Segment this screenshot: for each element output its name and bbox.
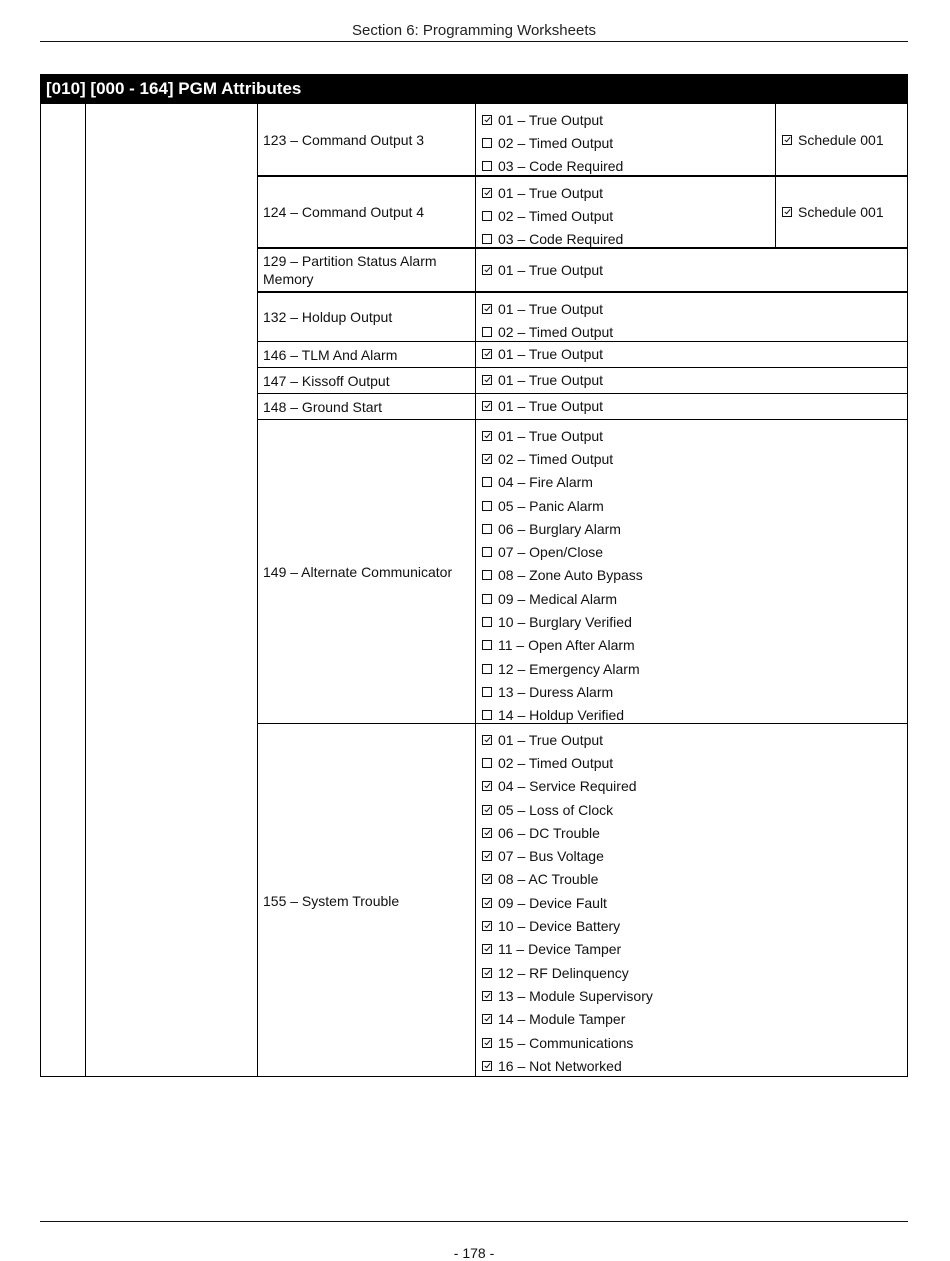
option-item — [482, 369, 603, 392]
checked-box-icon[interactable] — [482, 781, 492, 791]
option-label: 08 – Zone Auto Bypass — [498, 567, 643, 584]
option-label: 14 – Holdup Verified — [498, 707, 625, 724]
checked-box-icon[interactable] — [482, 188, 492, 198]
option-item — [482, 564, 907, 587]
option-label: 07 – Open/Close — [498, 544, 604, 561]
option-label: 03 – Code Required — [498, 231, 624, 248]
option-label: 01 – True Output — [498, 427, 604, 444]
option-label: 13 – Module Supervisory — [498, 987, 653, 1004]
unchecked-box-icon[interactable] — [482, 710, 492, 720]
unchecked-box-icon[interactable] — [482, 594, 492, 604]
checked-box-icon[interactable] — [482, 401, 492, 411]
option-label: 09 – Medical Alarm — [498, 590, 618, 607]
options-cell — [475, 104, 775, 175]
row-label: 124 – Command Output 4 — [263, 204, 425, 220]
option-item — [482, 798, 907, 821]
option-item — [482, 258, 603, 281]
checked-box-icon[interactable] — [482, 968, 492, 978]
checked-box-icon[interactable] — [482, 431, 492, 441]
options-cell — [475, 724, 907, 1077]
unchecked-box-icon[interactable] — [482, 547, 492, 557]
option-item — [482, 471, 907, 494]
option-item — [482, 610, 907, 633]
schedule-cell — [775, 177, 907, 247]
checked-box-icon[interactable] — [482, 921, 492, 931]
row-label-cell — [263, 293, 468, 341]
option-label: 02 – Timed Output — [498, 134, 614, 151]
row-label-cell — [263, 104, 468, 175]
checked-box-icon[interactable] — [482, 265, 492, 275]
table-row — [258, 104, 907, 177]
unchecked-box-icon[interactable] — [482, 570, 492, 580]
option-label: 09 – Device Fault — [498, 894, 607, 911]
table-row — [258, 394, 907, 420]
checked-box-icon[interactable] — [482, 1038, 492, 1048]
option-label: 10 – Device Battery — [498, 918, 621, 935]
row-label: 147 – Kissoff Output — [263, 372, 390, 389]
checked-box-icon[interactable] — [782, 135, 792, 145]
row-label-cell — [263, 342, 468, 367]
option-label: 05 – Loss of Clock — [498, 801, 614, 818]
option-item — [482, 751, 907, 774]
table-row — [258, 420, 907, 724]
option-label: 11 – Open After Alarm — [498, 637, 635, 654]
option-item — [482, 343, 603, 366]
option-label: 02 – Timed Output — [498, 754, 614, 771]
unchecked-box-icon[interactable] — [482, 617, 492, 627]
option-item — [482, 844, 907, 867]
row-label: 148 – Ground Start — [263, 398, 383, 415]
option-label: 01 – True Output — [498, 184, 604, 201]
option-label: 01 – True Output — [498, 300, 604, 317]
option-item — [482, 914, 907, 937]
unchecked-box-icon[interactable] — [482, 234, 492, 244]
option-item — [482, 297, 907, 320]
option-item — [482, 181, 775, 204]
option-item — [482, 728, 907, 751]
unchecked-box-icon[interactable] — [482, 640, 492, 650]
checked-box-icon[interactable] — [482, 1014, 492, 1024]
option-item — [482, 517, 907, 540]
unchecked-box-icon[interactable] — [482, 687, 492, 697]
row-label: 123 – Command Output 3 — [263, 131, 425, 148]
checked-box-icon[interactable] — [482, 375, 492, 385]
unchecked-box-icon[interactable] — [482, 477, 492, 487]
option-label: 06 – Burglary Alarm — [498, 520, 621, 537]
row-label: 149 – Alternate Communicator — [263, 563, 453, 580]
unchecked-box-icon[interactable] — [482, 664, 492, 674]
option-item — [482, 961, 907, 984]
option-item — [482, 891, 907, 914]
option-item — [482, 868, 907, 891]
option-item — [482, 634, 907, 657]
unchecked-box-icon[interactable] — [482, 211, 492, 221]
schedule-cell — [775, 104, 907, 175]
checked-box-icon[interactable] — [482, 944, 492, 954]
option-label: 06 – DC Trouble — [498, 824, 600, 841]
option-label: 04 – Fire Alarm — [498, 474, 593, 491]
options-cell — [475, 293, 907, 341]
option-item — [482, 228, 775, 251]
row-label: 155 – System Trouble — [263, 892, 400, 909]
option-label: 10 – Burglary Verified — [498, 614, 632, 631]
unchecked-box-icon[interactable] — [482, 758, 492, 768]
checked-box-icon[interactable] — [482, 1061, 492, 1071]
unchecked-box-icon[interactable] — [482, 138, 492, 148]
unchecked-box-icon[interactable] — [482, 524, 492, 534]
option-item — [482, 155, 775, 178]
schedule-label: Schedule 001 — [798, 131, 884, 148]
option-label: 01 – True Output — [498, 346, 604, 363]
column-divider — [85, 104, 86, 1076]
section-header: Section 6: Programming Worksheets — [352, 22, 596, 39]
header-rule — [40, 41, 908, 42]
row-label-cell — [263, 249, 468, 291]
option-label: 15 – Communications — [498, 1034, 634, 1051]
options-cell — [475, 249, 907, 291]
pgm-attributes-table — [40, 104, 908, 1077]
option-item — [482, 984, 907, 1007]
checked-box-icon[interactable] — [482, 115, 492, 125]
checked-box-icon[interactable] — [482, 735, 492, 745]
option-label: 03 – Code Required — [498, 158, 624, 175]
option-item — [482, 320, 907, 343]
table-row — [258, 368, 907, 394]
row-label: 132 – Holdup Output — [263, 309, 393, 325]
checked-box-icon[interactable] — [482, 828, 492, 838]
option-label: 16 – Not Networked — [498, 1057, 622, 1074]
page-number: - 178 - — [453, 1245, 495, 1261]
option-item — [482, 775, 907, 798]
option-item — [482, 1008, 907, 1031]
option-item — [482, 587, 907, 610]
row-label-cell — [263, 420, 468, 723]
checked-box-icon[interactable] — [782, 207, 792, 217]
option-item — [482, 131, 775, 154]
row-label-cell — [263, 394, 468, 419]
option-label: 01 – True Output — [498, 731, 604, 748]
row-label-cell — [263, 368, 468, 393]
option-item — [482, 938, 907, 961]
table-row — [258, 249, 907, 293]
option-item — [482, 821, 907, 844]
table-row — [258, 293, 907, 342]
option-label: 02 – Timed Output — [498, 207, 614, 224]
option-item — [482, 1031, 907, 1054]
option-item — [482, 1054, 907, 1077]
table-row — [258, 342, 907, 368]
table-row — [258, 724, 907, 1077]
option-item — [482, 395, 603, 418]
option-label: 04 – Service Required — [498, 778, 637, 795]
table-row — [258, 177, 907, 249]
option-label: 05 – Panic Alarm — [498, 497, 604, 514]
checked-box-icon[interactable] — [482, 304, 492, 314]
option-label: 14 – Module Tamper — [498, 1011, 626, 1028]
options-cell — [475, 177, 775, 247]
options-cell — [475, 394, 907, 419]
row-label-cell — [263, 724, 468, 1077]
footer-rule — [40, 1221, 908, 1222]
table-title: [010] [000 - 164] PGM Attributes — [40, 74, 908, 104]
option-item — [482, 540, 907, 563]
option-item — [482, 108, 775, 131]
option-item — [482, 424, 907, 447]
checked-box-icon[interactable] — [482, 454, 492, 464]
schedule-label: Schedule 001 — [798, 204, 884, 220]
option-item — [482, 657, 907, 680]
option-label: 13 – Duress Alarm — [498, 683, 614, 700]
options-cell — [475, 368, 907, 393]
option-item — [482, 204, 775, 227]
option-item — [482, 494, 907, 517]
option-label: 11 – Device Tamper — [498, 941, 622, 958]
option-label: 08 – AC Trouble — [498, 871, 599, 888]
option-label: 12 – Emergency Alarm — [498, 660, 640, 677]
checked-box-icon[interactable] — [482, 991, 492, 1001]
checked-box-icon[interactable] — [482, 874, 492, 884]
row-label-cell — [263, 177, 468, 247]
option-label: 02 – Timed Output — [498, 450, 614, 467]
option-item — [482, 680, 907, 703]
unchecked-box-icon[interactable] — [482, 327, 492, 337]
row-label: 129 – Partition Status Alarm Memory — [263, 253, 437, 287]
option-label: 01 – True Output — [498, 372, 604, 389]
option-label: 07 – Bus Voltage — [498, 848, 604, 865]
checked-box-icon[interactable] — [482, 898, 492, 908]
option-item — [482, 447, 907, 470]
options-cell — [475, 420, 907, 723]
option-label: 12 – RF Delinquency — [498, 964, 629, 981]
checked-box-icon[interactable] — [482, 349, 492, 359]
row-label: 146 – TLM And Alarm — [263, 346, 398, 363]
unchecked-box-icon[interactable] — [482, 161, 492, 171]
option-label: 01 – True Output — [498, 111, 604, 128]
checked-box-icon[interactable] — [482, 805, 492, 815]
checked-box-icon[interactable] — [482, 851, 492, 861]
option-label: 02 – Timed Output — [498, 323, 614, 340]
unchecked-box-icon[interactable] — [482, 501, 492, 511]
option-label: 01 – True Output — [498, 398, 604, 415]
option-label: 01 – True Output — [498, 261, 604, 278]
options-cell — [475, 342, 907, 367]
